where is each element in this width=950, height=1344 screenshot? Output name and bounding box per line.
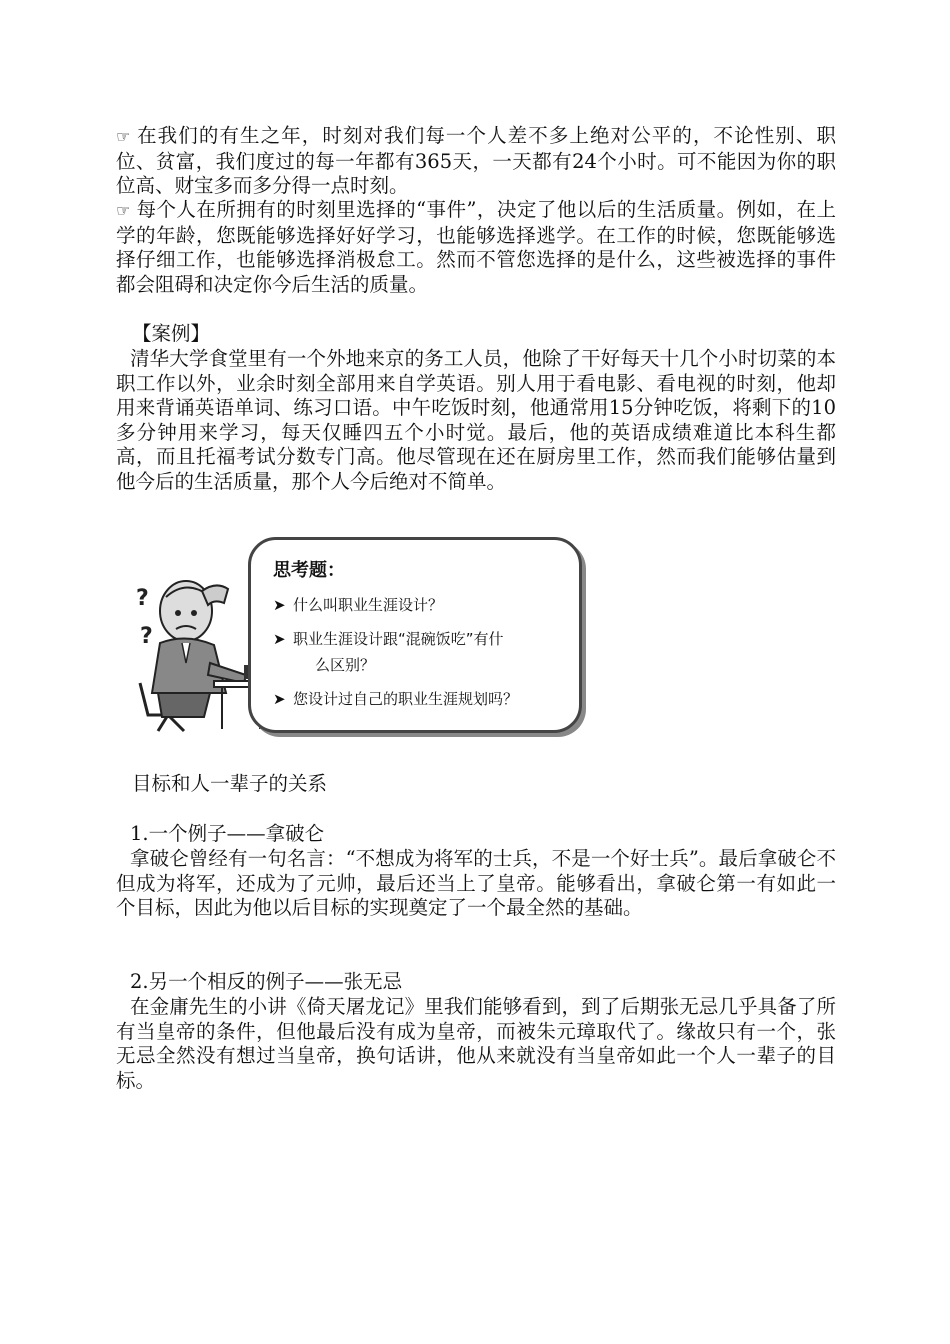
thinking-bubble	[248, 537, 582, 733]
section-title: 目标和人一辈子的关系	[132, 772, 328, 795]
question-mark: ?	[136, 586, 149, 611]
case-body: 清华大学食堂里有一个外地来京的务工人员，他除了干好每天十几个小时切菜的本职工作以外，业余时刻全部用来自学英语。别人用于看电影、看电视的时刻，他却用来背诵英语单词、练习口语。中午吃饭时刻，他通常用15分钟吃饭，将剩下的10多分钟用来学习，每天仅睡四五个小时觉。最后，他的英语成绩难道比本科生都高，而且托福考试分数专门高。他尽管现在还在厨房里工作，然而我们能够估量到他今后的生活质量，那个人今后绝对不简单。	[116, 347, 836, 493]
arrow-icon: ➤	[273, 630, 286, 648]
case-title: 【案例】	[132, 322, 211, 345]
bubble-title: 思考题：	[273, 560, 345, 581]
thinking-questions-figure	[118, 533, 588, 733]
example-1-title: 1.一个例子——拿破仑	[130, 822, 325, 845]
question-1: ➤ 什么叫职业生涯设计？	[273, 596, 444, 614]
question-mark: ?	[140, 624, 153, 649]
question-2: ➤ 职业生涯设计跟“混碗饭吃”有什 么区别？	[273, 630, 504, 674]
arrow-icon: ➤	[273, 690, 286, 708]
paragraph-fairness: ☞ 在我们的有生之年，时刻对我们每一个人差不多上绝对公平的，不论性别、职位、贫富，我们度过的每一年都有365天，一天都有24个小时。可不能因为你的职位高、财宝多而多分得一点时刻。	[116, 124, 836, 197]
question-2-continuation: 么区别？	[315, 656, 376, 674]
example-1-body: 拿破仑曾经有一句名言：“不想成为将军的士兵，不是一个好士兵”。最后拿破仑不但成为将军，还成为了元帅，最后还当上了皇帝。能够看出，拿破仑第一有如此一个目标，因此为他以后目标的实现奠定了一个最全然的基础。	[116, 847, 836, 919]
paragraph-events: ☞ 每个人在所拥有的时刻里选择的“事件”，决定了他以后的生活质量。例如，在上学的年龄，您既能够选择好好学习，也能够选择逃学。在工作的时候，您既能够选择仔细工作，也能够选择消极怠工。然而不管您选择的是什么，这些被选择的事件都会阻碍和决定你今后生活的质量。	[116, 198, 836, 296]
pointing-hand-icon: ☞	[116, 201, 131, 220]
pointing-hand-icon: ☞	[116, 127, 131, 146]
question-3: ➤ 您设计过自己的职业生涯规划吗？	[273, 690, 519, 708]
example-2-title: 2.另一个相反的例子——张无忌	[130, 970, 403, 993]
example-2-body: 在金庸先生的小讲《倚天屠龙记》里我们能够看到，到了后期张无忌几乎具备了所有当皇帝的条件，但他最后没有成为皇帝，而被朱元璋取代了。缘故只有一个，张无忌全然没有想过当皇帝，换句话讲，他从来就没有当皇帝如此一个人一辈子的目标。	[116, 995, 836, 1092]
arrow-icon: ➤	[273, 596, 286, 614]
thinking-man-illustration	[118, 533, 268, 733]
